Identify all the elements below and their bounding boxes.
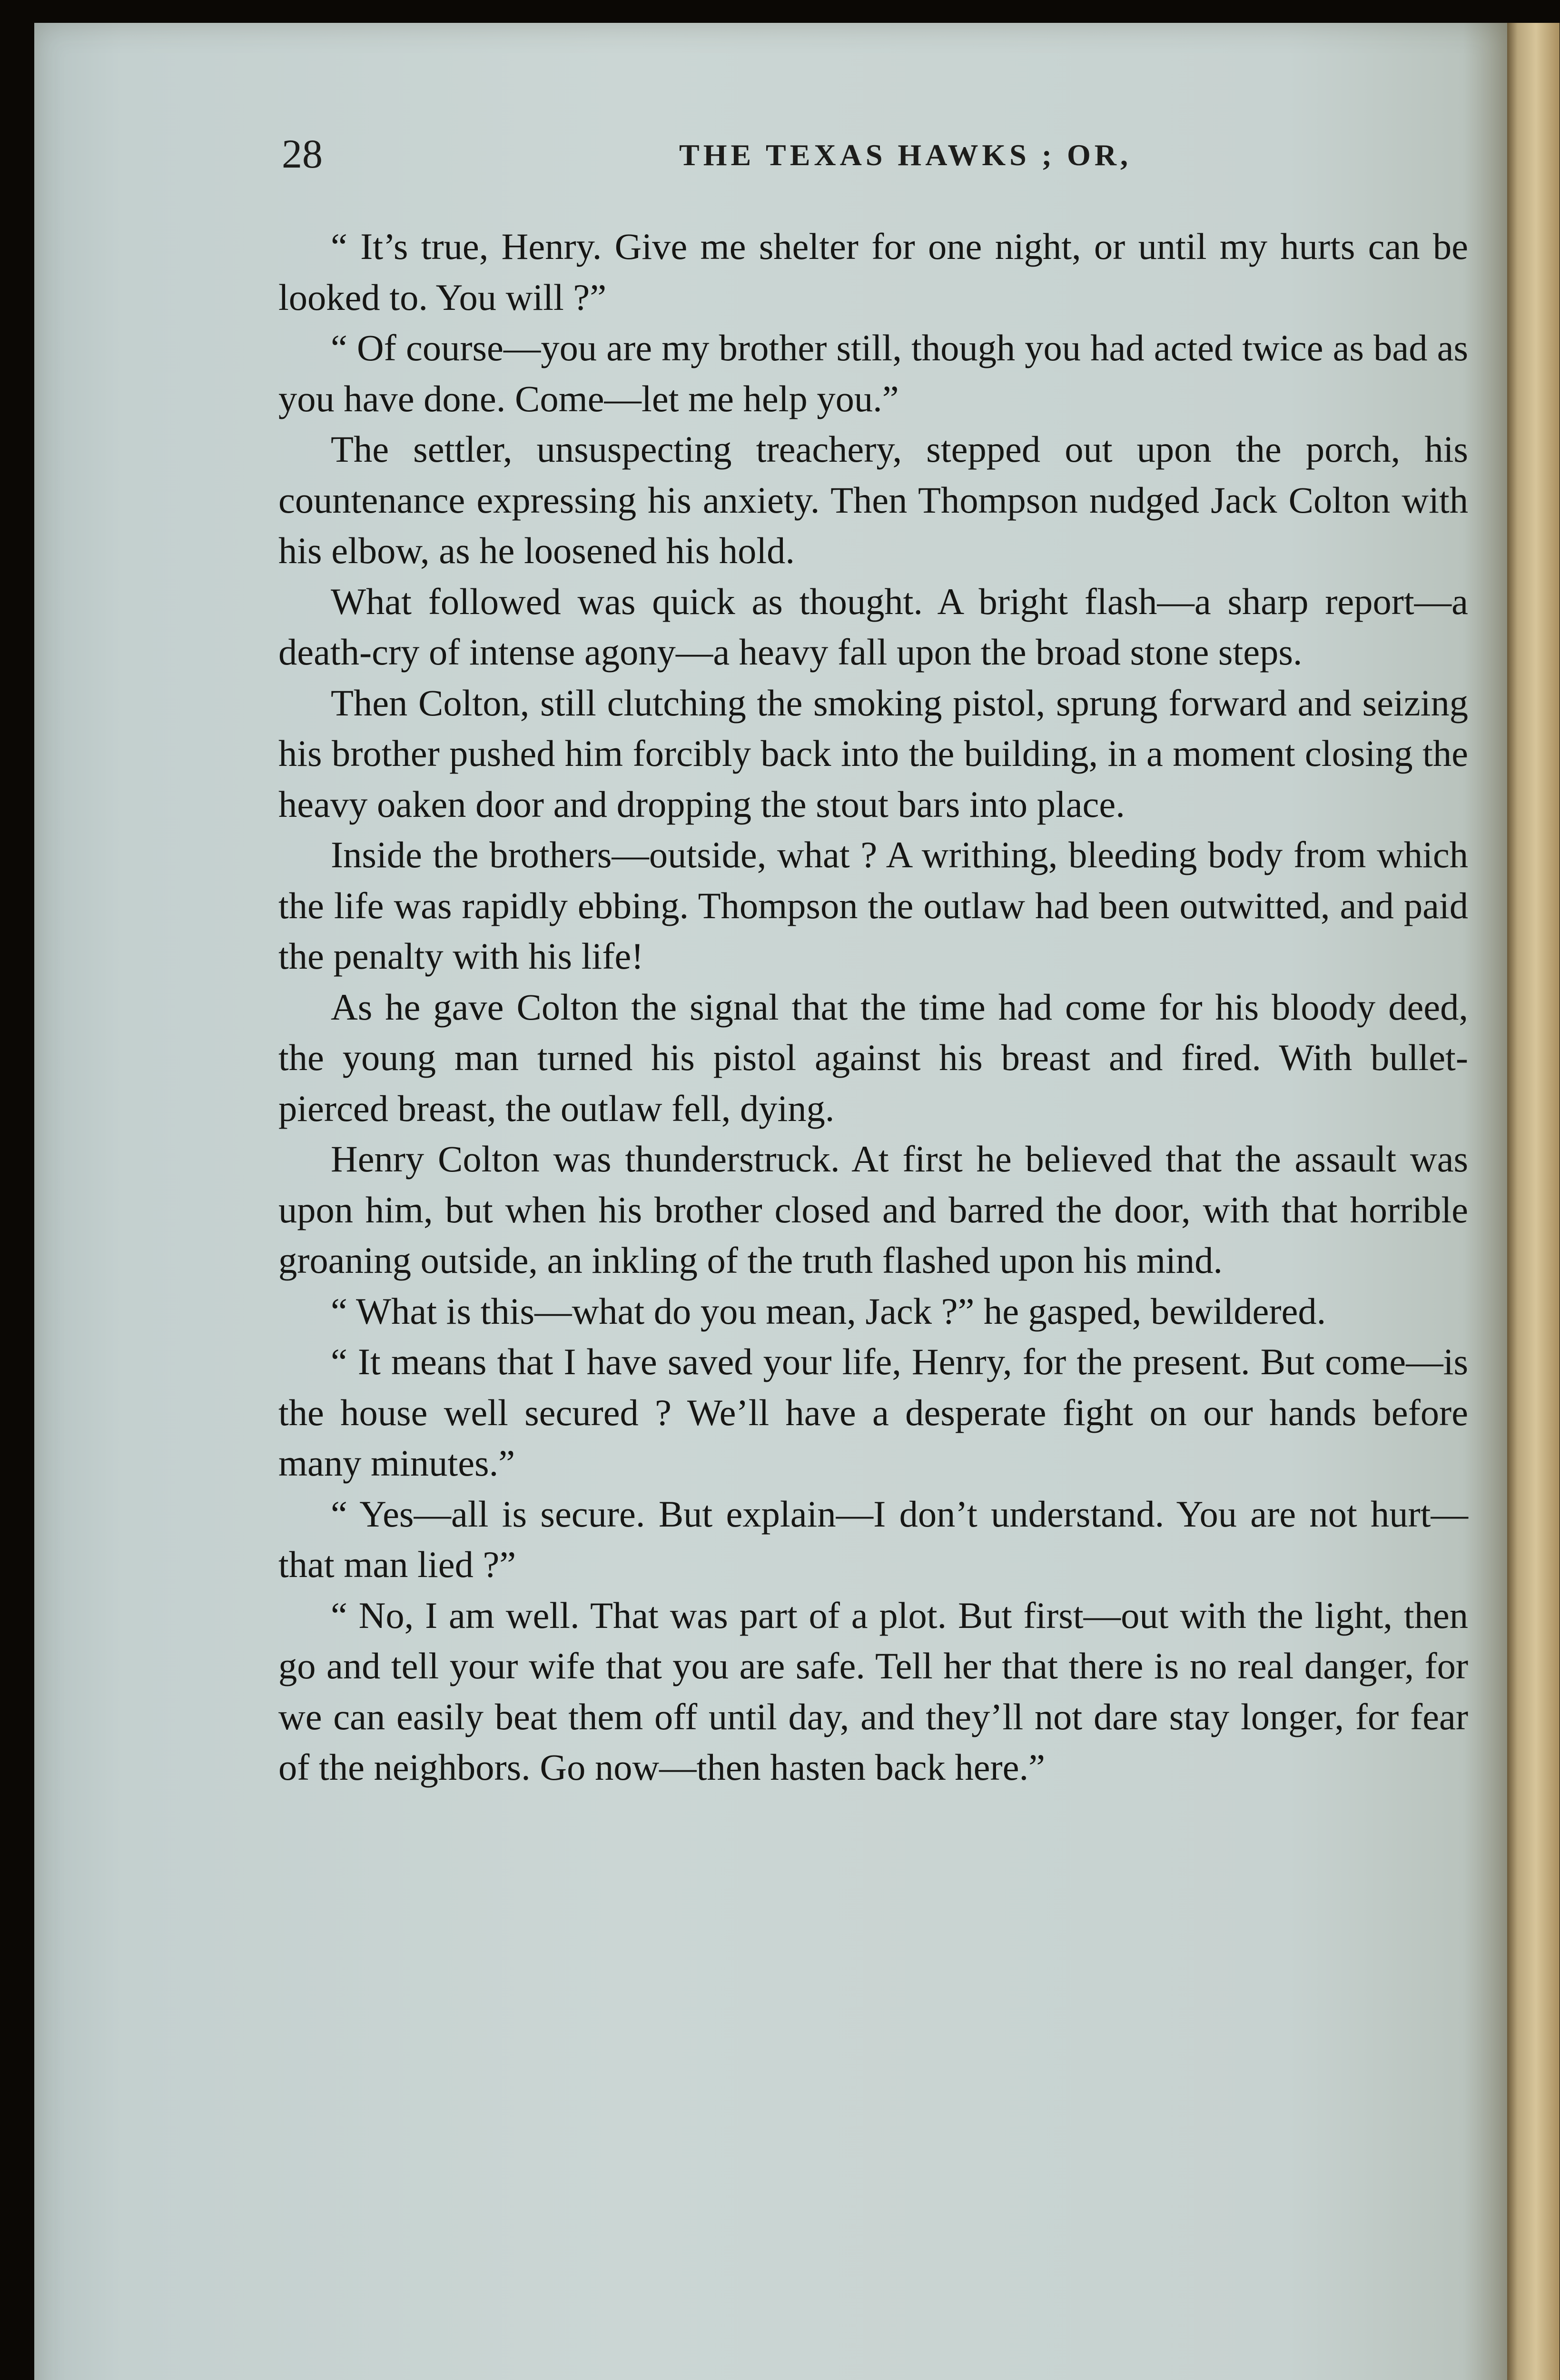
paragraph: “ No, I am well. That was part of a plot. But first—out with the light, then go and tell your wife that you are safe. Tell her that there is no real danger, for we can easily beat them off until day, and they’ll not dare stay longer, for fear of the neighbors. Go now—then hasten back here.” [278,1594,1468,1788]
running-title: THE TEXAS HAWKS ; OR, [679,138,1132,172]
paragraph: Henry Colton was thunderstruck. At first he believed that the assault was upon him, but when his brother closed and barred the door, with that horrible groaning outside, an inkling of the truth flashed upon his mind. [278,1138,1468,1281]
paragraph: “ Of course—you are my brother still, though you had acted twice as bad as you have done. Come—let me help you.” [278,327,1468,419]
paragraph: The settler, unsuspecting treachery, stepped out upon the porch, his countenance expressing his anxiety. Then Thompson nudged Jack Colton with his elbow, as he loosened his hold. [278,428,1468,571]
paragraph: What followed was quick as thought. A bright flash—a sharp report—a death-cry of intense agony—a heavy fall upon the broad stone steps. [278,580,1468,673]
paragraph: “ It’s true, Henry. Give me shelter for one night, or until my hurts can be looked to. You will ?” [278,226,1468,318]
paragraph: Inside the brothers—outside, what ? A writhing, bleeding body from which the life was rapidly ebbing. Thompson the outlaw had been outwitted, and paid the penalty with his life! [278,834,1468,977]
page-edge [1507,23,1560,2380]
paragraph: As he gave Colton the signal that the time had come for his bloody deed, the young man turned his pistol against his breast and fired. With bullet-pierced breast, the outlaw fell, dying. [278,986,1468,1129]
paragraph: “ Yes—all is secure. But explain—I don’t understand. You are not hurt—that man lied ?” [278,1493,1468,1585]
paragraph: Then Colton, still clutching the smoking pistol, sprung forward and seizing his brother pushed him forcibly back into the building, in a moment closing the heavy oaken door and dropping the stout bars into place. [278,682,1468,825]
page-header [282,130,1500,187]
body-text [278,221,1468,1793]
page-number: 28 [282,131,323,177]
paragraph: “ What is this—what do you mean, Jack ?” he gasped, bewildered. [331,1290,1326,1332]
paragraph: “ It means that I have saved your life, Henry, for the present. But come—is the house well secured ? We’ll have a desperate fight on our hands before many minutes.” [278,1341,1468,1484]
